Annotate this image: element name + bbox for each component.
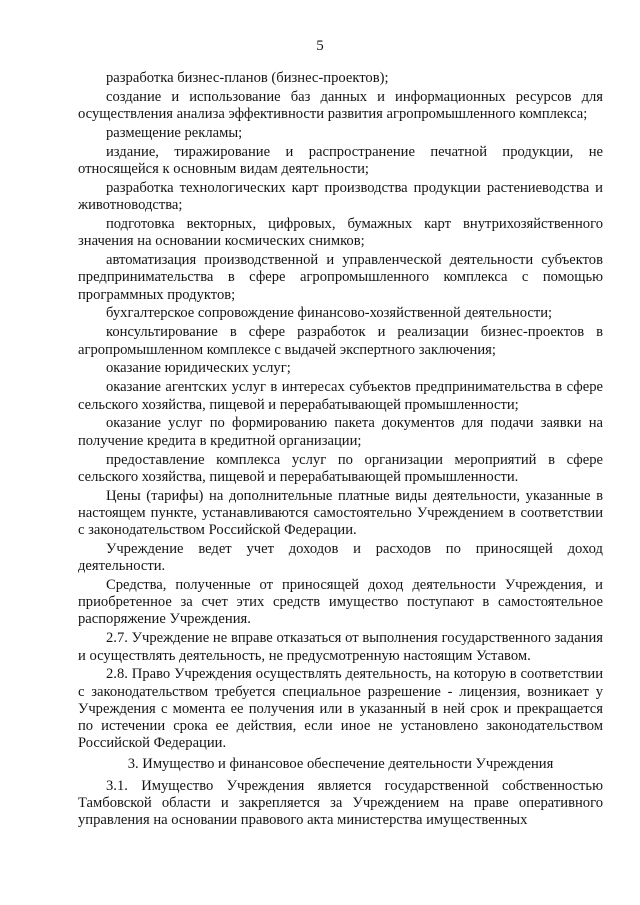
paragraph: Учреждение ведет учет доходов и расходов по приносящей доход деятельности.: [78, 540, 603, 575]
paragraph: 2.8. Право Учреждения осуществлять деятельность, на которую в соответствии с законодательством требуется специальное разрешение - лицензия, возникает у Учреждения с момента ее получения или в указанный в ней срок и прекращается по истечении срока ее действия, если иное не установлено законодательством Российской Федерации.: [78, 666, 603, 752]
paragraph: автоматизация производственной и управленческой деятельности субъектов предпринимательства в сфере агропромышленного комплекса с помощью программных продуктов;: [78, 252, 603, 303]
paragraph: оказание агентских услуг в интересах субъектов предпринимательства в сфере сельского хозяйства, пищевой и перерабатывающей промышленности;: [78, 379, 603, 413]
paragraph: разработка технологических карт производства продукции растениеводства и животноводства;: [78, 179, 603, 214]
paragraph: Средства, полученные от приносящей доход деятельности Учреждения, и приобретенное за счет этих средств имущество поступают в самостоятельное распоряжение Учреждения.: [78, 577, 603, 628]
paragraph: консультирование в сфере разработок и реализации бизнес-проектов в агропромышленном комплексе с выдачей экспертного заключения;: [78, 324, 603, 358]
paragraph: издание, тиражирование и распространение печатной продукции, не относящейся к основным видам деятельности;: [78, 143, 603, 178]
page-number: 5: [316, 38, 324, 54]
paragraph: предоставление комплекса услуг по организации мероприятий в сфере сельского хозяйства, пищевой и перерабатывающей промышленности.: [78, 451, 603, 485]
document-body: [78, 70, 603, 831]
paragraph: создание и использование баз данных и информационных ресурсов для осуществления анализа эффективности развития агропромышленного комплекса;: [78, 88, 603, 123]
paragraph: Цены (тарифы) на дополнительные платные виды деятельности, указанные в настоящем пункте, устанавливаются самостоятельно Учреждением в соответствии с законодательством Российской Федерации.: [78, 487, 603, 539]
paragraph: 3.1. Имущество Учреждения является государственной собственностью Тамбовской области и закрепляется за Учреждением на праве оперативного управления на основании правового акта министерства имущественных: [78, 777, 603, 829]
section-heading: 3. Имущество и финансовое обеспечение деятельности Учреждения: [127, 756, 554, 773]
paragraph: бухгалтерское сопровождение финансово-хозяйственной деятельности;: [106, 305, 553, 322]
paragraph: 2.7. Учреждение не вправе отказаться от выполнения государственного задания и осуществлять деятельность, не предусмотренную настоящим Уставом.: [78, 630, 603, 664]
paragraph: оказание услуг по формированию пакета документов для подачи заявки на получение кредита в кредитной организации;: [78, 415, 603, 449]
paragraph: размещение рекламы;: [106, 124, 243, 141]
paragraph: разработка бизнес-планов (бизнес-проектов);: [106, 70, 389, 86]
paragraph: оказание юридических услуг;: [106, 360, 291, 377]
paragraph: подготовка векторных, цифровых, бумажных карт внутрихозяйственного значения на основании космических снимков;: [78, 216, 603, 250]
